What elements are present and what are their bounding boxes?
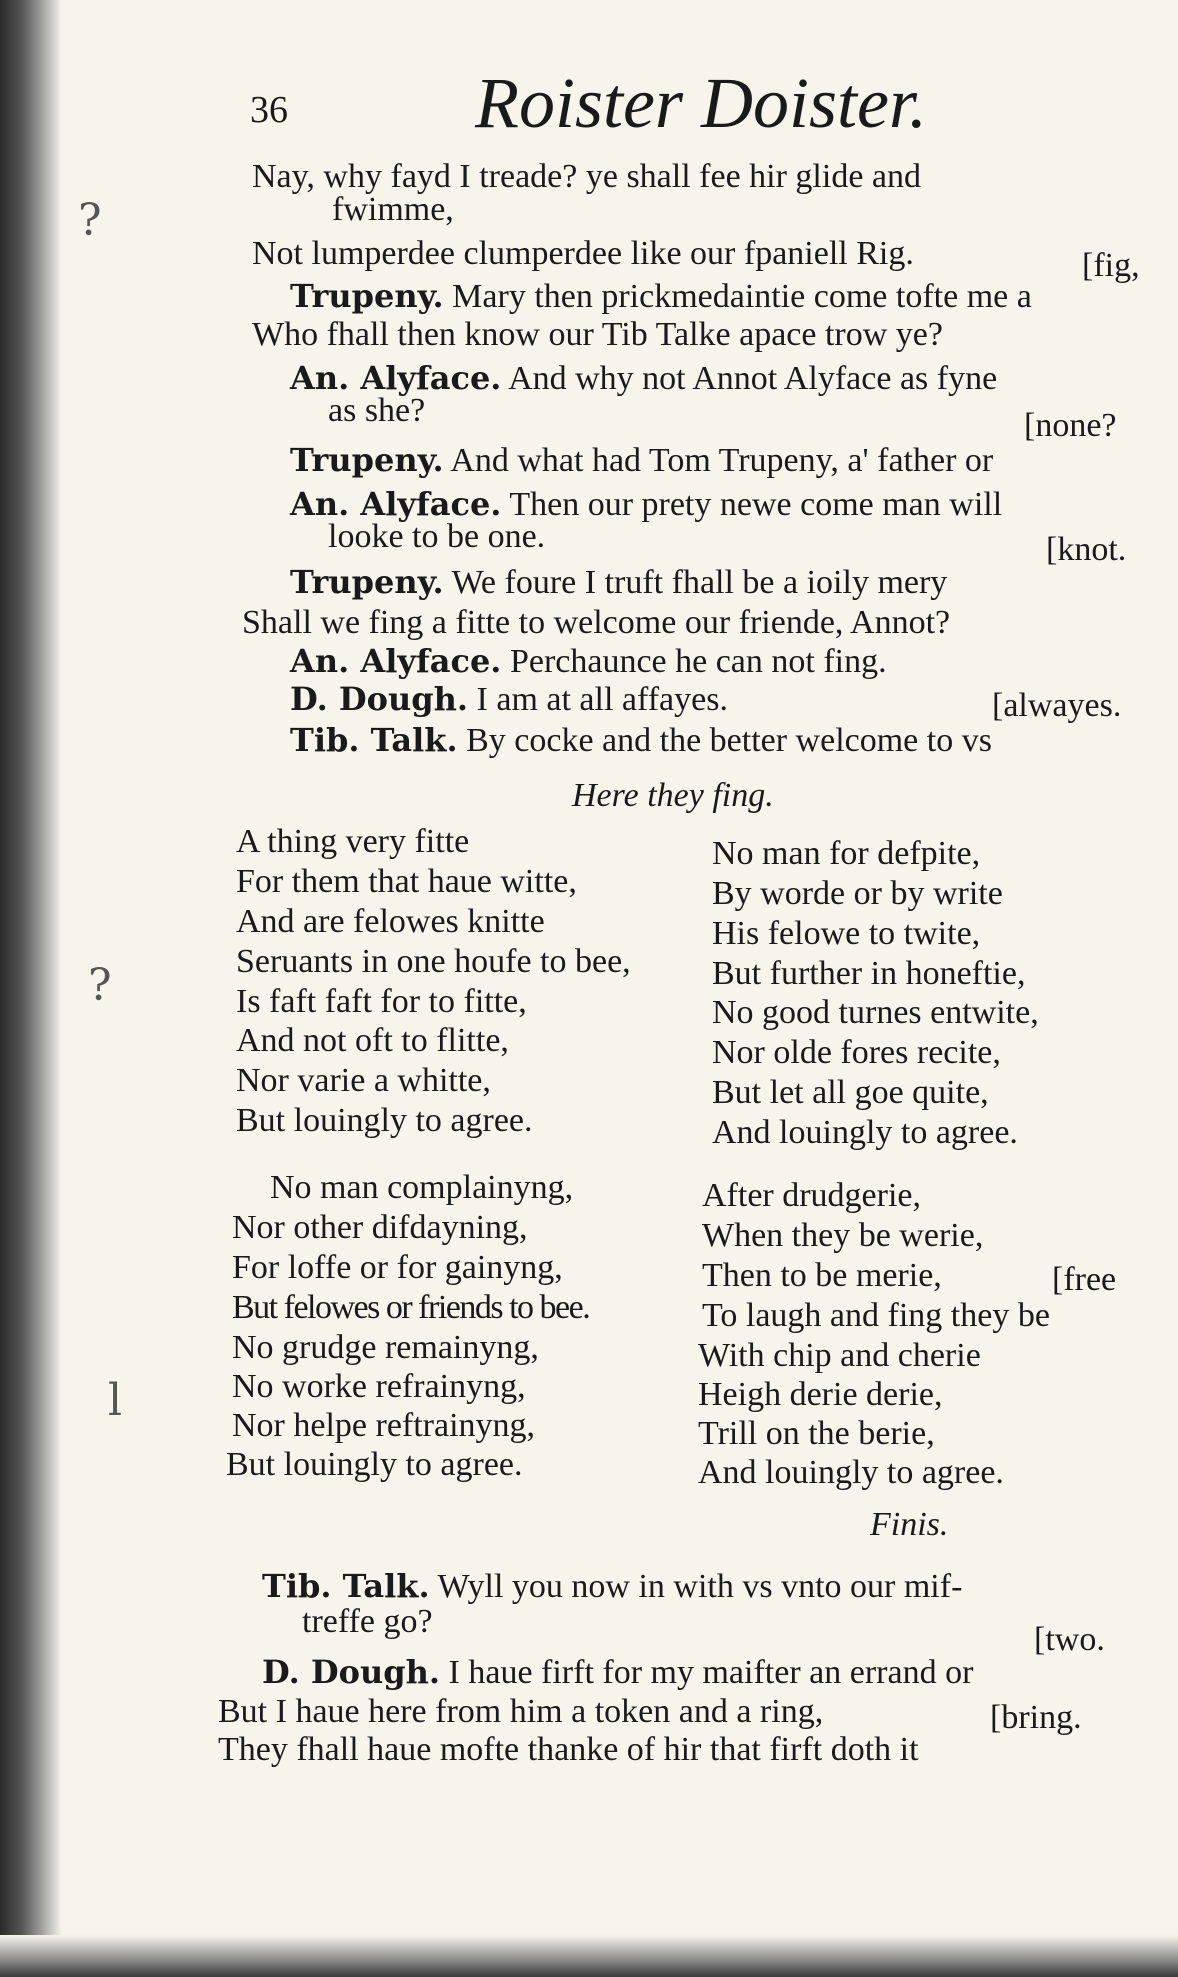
speaker-name: Tib. Talk. [262,1567,430,1605]
page-number: 36 [250,89,288,131]
dialogue-line [332,190,454,230]
verse-line: No grudge remainyng, [232,1329,539,1366]
speaker-name: An. Alyface. [290,485,502,523]
speaker-name: Trupeny. [290,441,444,479]
finis-label: Finis. [870,1506,949,1543]
line-text: By cocke and the better welcome to vs [466,722,992,759]
dialogue-line [290,276,1032,317]
dialogue-line [218,1730,919,1770]
dialogue-line [252,234,914,274]
speaker-name: D. Dough. [262,1653,441,1691]
speaker-name: Trupeny. [290,277,444,315]
verse-line: For them that haue witte, [236,863,577,900]
dialogue-line [290,440,993,481]
rhyme-word: [alwayes. [992,687,1122,724]
rhyme-word: [free [1052,1261,1117,1298]
verse-line: No man for defpite, [712,835,981,872]
verse-line: By worde or by write [712,875,1003,912]
speaker-name: An. Alyface. [290,359,502,397]
speaker-name: Tib. Talk. [290,721,458,759]
margin-question-mark-2: ? [88,960,112,1011]
verse-line: Nor other difdayning, [232,1209,528,1246]
verse-line: But further in honeftie, [712,955,1026,992]
rhyme-word: [two. [1034,1621,1105,1658]
line-text: fwimme, [332,191,454,228]
dialogue-line [302,1602,433,1642]
margin-question-mark-1: ? [78,195,102,246]
line-text: And what had Tom Trupeny, a' father or [450,442,994,479]
line-text: Nay, why fayd I treade? ye shall fee hir glide and [252,158,922,195]
dialogue-line [290,641,887,682]
verse-line: No good turnes entwite, [712,994,1039,1031]
verse-line: A thing very fitte [236,823,470,860]
book-spine-shadow [0,0,62,1977]
speaker-name: D. Dough. [290,680,469,718]
line-text: as she? [328,392,426,429]
line-text: They fhall haue mofte thanke of hir that firft doth it [218,1731,919,1768]
verse-line: And are felowes knitte [236,903,545,940]
verse-line: Nor varie a whitte, [236,1062,491,1099]
verse-line: But felowes or friends to bee. [232,1289,590,1326]
verse-line: No worke refrainyng, [232,1368,526,1405]
verse-line: And louingly to agree. [712,1114,1018,1151]
verse-line: But louingly to agree. [236,1102,533,1139]
verse-line: Seruants in one houfe to bee, [236,943,631,980]
verse-line: And louingly to agree. [698,1454,1004,1491]
verse-line: Heigh derie derie, [698,1376,943,1413]
line-text: Not lumperdee clumperdee like our fpaniell Rig. [252,235,914,272]
rhyme-word: [fig, [1082,247,1140,284]
verse-line: Nor helpe reftrainyng, [232,1407,536,1444]
running-title: Roister Doister. [475,63,928,143]
line-text: I am at all affayes. [476,681,728,718]
verse-line: But let all goe quite, [712,1074,989,1111]
dialogue-line [252,315,943,355]
verse-line: To laugh and fing they be [702,1297,1050,1334]
line-text: But I haue here from him a token and a ring, [218,1693,824,1730]
dialogue-line [242,603,950,643]
line-text: Perchaunce he can not fing. [509,643,887,680]
verse-line: His felowe to twite, [712,915,981,952]
dialogue-line [218,1692,823,1732]
line-text: treffe go? [302,1603,433,1640]
line-text: Who fhall then know our Tib Talke apace trow ye? [252,316,943,353]
line-text: looke to be one. [328,518,546,555]
dialogue-line [328,517,545,557]
speaker-name: Trupeny. [290,563,444,601]
dialogue-line [290,720,992,761]
verse-line: For loffe or for gainyng, [232,1249,563,1286]
dialogue-line [290,679,728,720]
verse-line: Nor olde fores recite, [712,1034,1001,1071]
verse-line: And not oft to flitte, [236,1022,509,1059]
verse-line: When they be werie, [702,1217,984,1254]
dialogue-line [290,562,947,603]
verse-line: Trill on the berie, [698,1415,935,1452]
line-text: Wyll you now in with vs vnto our mif- [437,1568,963,1605]
page-bottom-edge [0,1935,1178,1977]
verse-line: No man complainyng, [270,1169,574,1206]
line-text: Mary then prickmedaintie come tofte me a [452,278,1032,315]
speaker-name: An. Alyface. [290,642,502,680]
line-text: We foure I truft fhall be a ioily mery [451,564,948,601]
rhyme-word: [none? [1024,407,1117,444]
margin-mark-3: l [108,1375,123,1426]
line-text: Then our prety newe come man will [509,486,1003,523]
verse-line: With chip and cherie [698,1337,981,1374]
verse-line: But louingly to agree. [226,1446,523,1483]
line-text: And why not Annot Alyface as fyne [508,360,998,397]
line-text: Shall we fing a fitte to welcome our friende, Annot? [242,604,951,641]
dialogue-line [328,391,425,431]
verse-line: Is faft faft for to fitte, [236,983,527,1020]
rhyme-word: [knot. [1046,531,1127,568]
rhyme-word: [bring. [990,1699,1082,1736]
song-heading: Here they fing. [572,777,774,814]
verse-line: Then to be merie, [702,1257,942,1294]
dialogue-line [262,1566,962,1607]
line-text: I haue firft for my maifter an errand or [448,1654,974,1691]
verse-line: After drudgerie, [702,1177,922,1214]
dialogue-line [262,1652,973,1693]
